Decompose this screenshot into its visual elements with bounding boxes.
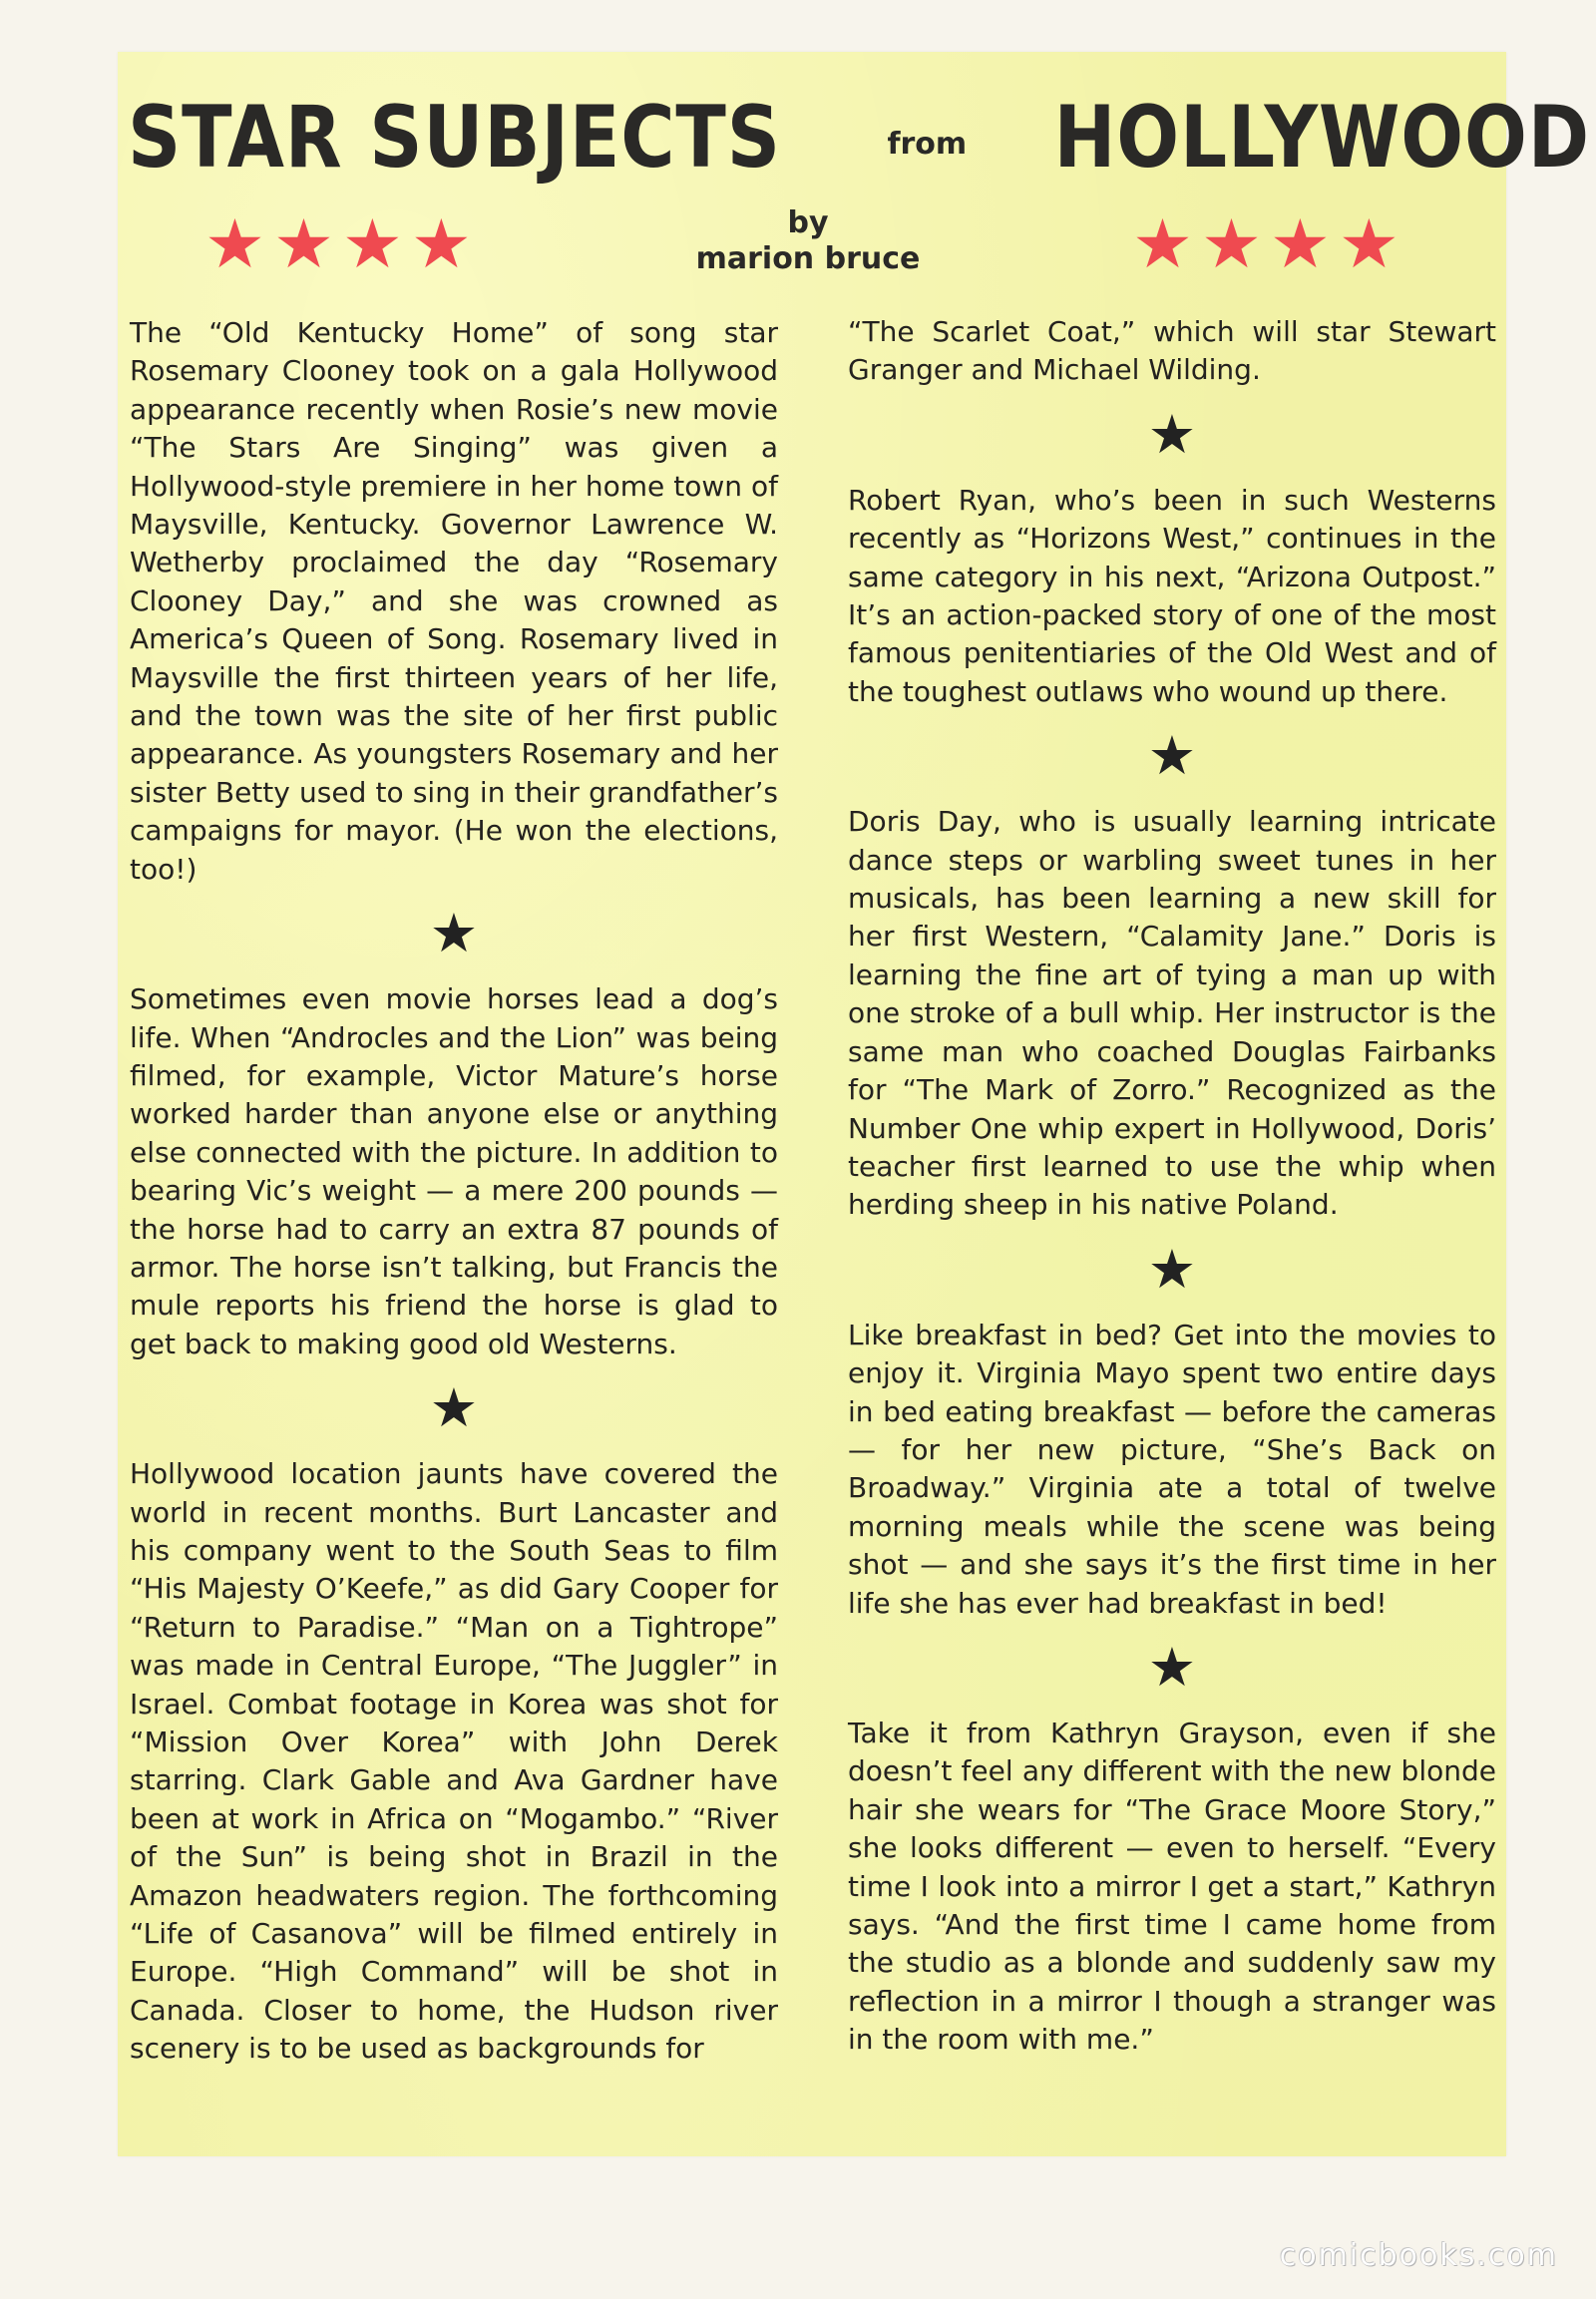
watermark-comicbooks: comicbooks.com [1279, 2238, 1558, 2273]
star-divider-icon: ★ [429, 1376, 479, 1440]
article-paragraph: The “Old Kentucky Home” of song star Rosemary Clooney took on a gala Hollywood appearance recently when Rosie’s new movie “The Stars Are Singing” was given a Hollywood-style premiere in her home town of Maysville, Kentucky. Governor Lawrence W. Wetherby proclaimed the day “Rosemary Clooney Day,” and she was crowned as America’s Queen of Song. Rosemary lived in Maysville the first thirteen years of her life, and the town was the site of her first public appearance. As youngsters Rosemary and her sister Betty used to sing in their grandfather’s campaigns for mayor. (He won the elections, too!) [130, 316, 778, 886]
star-divider-icon: ★ [1147, 724, 1197, 788]
byline-by: by [787, 205, 829, 240]
star-divider-icon: ★ [1147, 402, 1197, 466]
article-paragraph: Sometimes even movie horses lead a dog’s life. When “Androcles and the Lion” was being filmed, for example, Victor Mature’s horse worked harder than anyone else or anything else connected with the picture. In addition to bearing Vic’s weight — a mere 200 pounds — the horse had to carry an extra 87 pounds of armor. The horse isn’t talking, but Francis the mule reports his friend the horse is glad to get back to making good old Westerns. [130, 982, 778, 1360]
title-from: from [887, 126, 968, 162]
title-hollywood: HOLLYWOOD [1053, 88, 1591, 188]
title-star-subjects: STAR SUBJECTS [128, 88, 781, 188]
article-paragraph: Like breakfast in bed? Get into the movies to enjoy it. Virginia Mayo spent two entire days in bed eating breakfast — before the cameras — for her new picture, “She’s Back on Broadway.” Virginia ate a total of twelve morning meals while the scene was being shot — and she says it’s the first time in her life she has ever had breakfast in bed! [848, 1318, 1496, 1620]
article-paragraph: Hollywood location jaunts have covered the world in recent months. Burt Lancaster and his company went to the South Seas to film “His Majesty O’Keefe,” as did Gary Cooper for “Return to Paradise.” “Man on a Tightrope” was made in Central Europe, “The Juggler” in Israel. Combat footage in Korea was shot for “Mission Over Korea” with John Derek starring. Clark Gable and Ava Gardner have been at work in Africa on “Mogambo.” “River of the Sun” is being shot in Brazil in the Amazon headwaters region. The forthcoming “Life of Casanova” will be filmed entirely in Europe. “High Command” will be shot in Canada. Closer to home, the Hudson river scenery is to be used as backgrounds for [130, 1457, 778, 2066]
article-column-right [848, 313, 1496, 2060]
article-paragraph: Take it from Kathryn Grayson, even if she doesn’t feel any different with the new blonde hair she wears for “The Grace Moore Story,” she looks different — even to herself. “Every time I look into a mirror I get a start,” Kathryn says. “And the first time I came home from the studio as a blonde and suddenly saw my reflection in a mirror I though a stranger was in the room with me.” [848, 1716, 1496, 2057]
page-title [128, 78, 1591, 197]
star-divider-icon: ★ [429, 902, 479, 965]
byline [608, 205, 1007, 277]
star-divider-icon: ★ [1147, 1635, 1197, 1699]
article-paragraph: Robert Ryan, who’s been in such Westerns recently as “Horizons West,” continues in the same category in his next, “Arizona Outpost.” It’s an action-packed story of one of the most famous penitentiaries of the Old West and of the toughest outlaws who wound up there. [848, 483, 1496, 708]
article-paragraph: “The Scarlet Coat,” which will star Stewart Granger and Michael Wilding. [848, 315, 1496, 387]
byline-author: marion bruce [695, 241, 921, 276]
star-divider-icon: ★ [1147, 1237, 1197, 1301]
decorative-stars-right-icon: ★★★★ [1132, 205, 1407, 284]
article-column-left [130, 314, 778, 2069]
decorative-stars-left-icon: ★★★★ [204, 205, 480, 284]
article-paragraph: Doris Day, who is usually learning intricate dance steps or warbling sweet tunes in her musicals, has been learning a new skill for her first Western, “Calamity Jane.” Doris is learning the fine art of tying a man up with one stroke of a bull whip. Her instructor is the same man who coached Douglas Fairbanks for “The Mark of Zorro.” Recognized as the Number One whip expert in Hollywood, Doris’ teacher first learned to use the whip when herding sheep in his native Poland. [848, 805, 1496, 1222]
